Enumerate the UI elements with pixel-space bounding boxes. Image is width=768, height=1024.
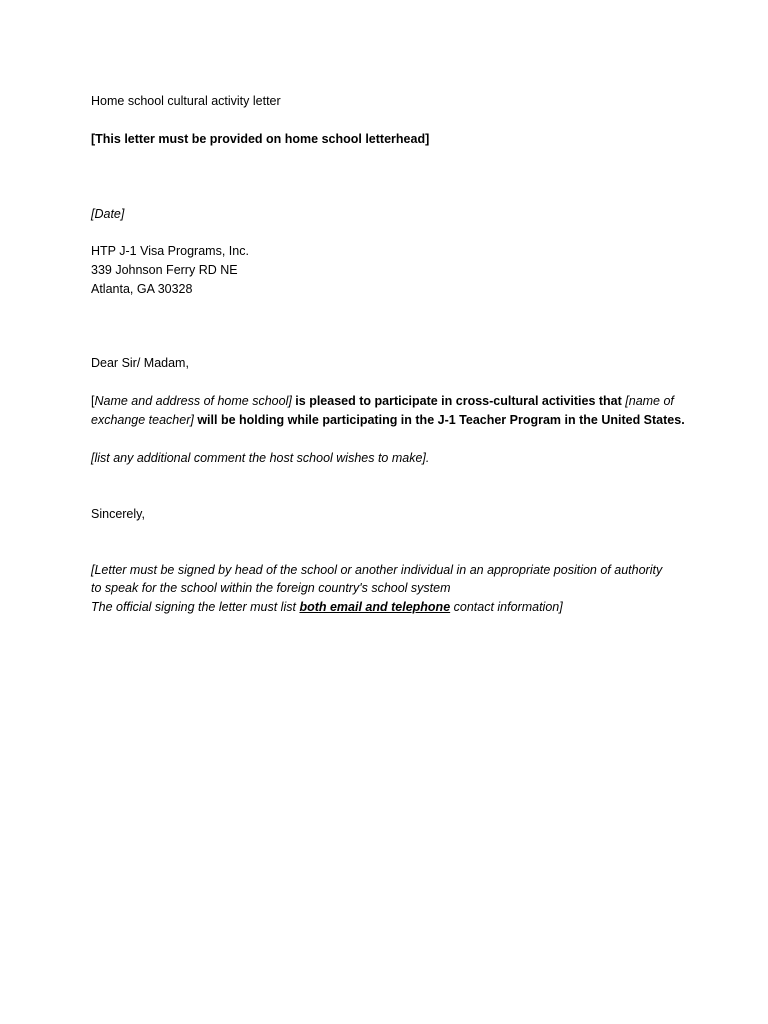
signature-note-suffix: contact information] [450, 600, 563, 614]
closing: Sincerely, [91, 507, 145, 521]
body-paragraph-2: [list any additional comment the host school wishes to make]. [91, 451, 430, 465]
signature-note-line-2: to speak for the school within the foreign country's school system [91, 581, 451, 595]
recipient-address-line-3: Atlanta, GA 30328 [91, 282, 193, 296]
body-text-1: is pleased to participate in cross-cultural activities that [291, 394, 626, 408]
signature-note-line-1: [Letter must be signed by head of the school or another individual in an appropriate position of authority [91, 563, 663, 577]
signature-note-line-3 [91, 598, 563, 617]
teacher-placeholder-part-1: [name of [625, 394, 674, 408]
letterhead-instruction: [This letter must be provided on home school letterhead] [91, 132, 430, 146]
body-text-2: will be holding while participating in the J-1 Teacher Program in the United States. [193, 413, 685, 427]
recipient-address-line-1: HTP J-1 Visa Programs, Inc. [91, 244, 249, 258]
date-placeholder: [Date] [91, 207, 125, 221]
teacher-placeholder-part-2: exchange teacher] [91, 413, 194, 427]
document-title: Home school cultural activity letter [91, 94, 281, 108]
signature-note-emphasis: both email and telephone [299, 600, 451, 614]
home-school-placeholder: Name and address of home school] [94, 394, 292, 408]
body-paragraph-1-line-2 [91, 411, 685, 430]
bracket-open: [ [91, 394, 95, 408]
salutation: Dear Sir/ Madam, [91, 356, 189, 370]
signature-note-prefix: The official signing the letter must list [91, 600, 300, 614]
recipient-address-line-2: 339 Johnson Ferry RD NE [91, 263, 238, 277]
body-paragraph-1-line-1 [91, 392, 674, 411]
